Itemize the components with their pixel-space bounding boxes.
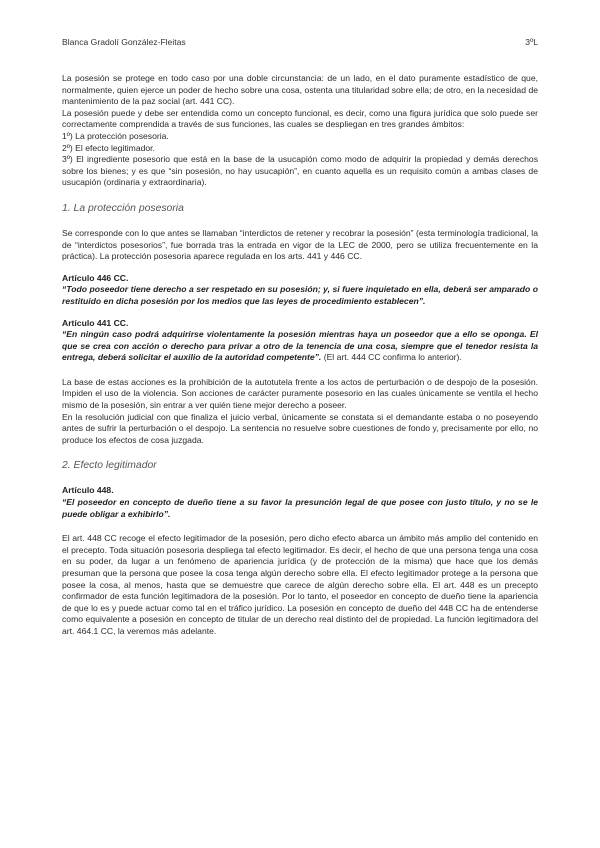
section-2-paragraph-1: El art. 448 CC recoge el efecto legitimador de la posesión, pero dicho efecto abarca un ámbito más amplio del contenido en el precepto. Toda situación posesoria despliega tal efecto legitimador. Es decir, el hecho de que una persona tenga una cosa en su poder, da lugar a un fenómeno de apariencia jurídica (y de protección de la misma) que hace que los demás presuman que la persona que posee la cosa tenga algún derecho sobre ella. El efecto legitimador protege a la persona que posee la cosa, al menos, hasta que se demuestre que carece de algún derecho sobre ella. El art. 448 es un precepto confirmador de esta función legitimadora de la posesión. Por lo tanto, el poseedor en concepto de dueño tiene la apariencia de que lo es y puede actuar como tal en el tráfico jurídico. La posesión en concepto de dueño del 448 CC ha de entenderse como equivalente a posesión en concepto de titular de un derecho real distinto del de propiedad. La función legitimadora del art. 464.1 CC, la veremos más adelante.	[62, 533, 538, 636]
article-441-block	[62, 329, 538, 364]
article-441-quote: “En ningún caso podrá adquirirse violentamente la posesión mientras haya un poseedor que a ello se oponga. El que se crea con acción o derecho para privar a otro de la tenencia de una cosa, siempre que el tenedor resista la entrega, deberá solicitar el auxilio de la autoridad competente”.	[62, 329, 538, 363]
list-item-1: 1º) La protección posesoria.	[62, 130, 169, 141]
article-441-note: (El art. 444 CC confirma lo anterior).	[321, 352, 462, 363]
header-course: 3ºL	[525, 37, 538, 47]
intro-paragraph-2: La posesión puede y debe ser entendida como un concepto funcional, es decir, como una figura jurídica que solo puede ser correctamente comprendida a través de sus funciones, las cuales se despliegan en tres grandes ámbitos:	[62, 107, 538, 130]
list-item-3: 3º) El ingrediente posesorio que está en la base de la usucapión como modo de adquirir la propiedad y demás derechos sobre los bienes; y es que “sin posesión, no hay usucapión”, en cuanto aquella es un requisito común a ambas clases de usucapión (ordinaria y extraordinaria).	[62, 154, 538, 188]
article-446-quote: “Todo poseedor tiene derecho a ser respetado en su posesión; y, si fuere inquietado en ella, deberá ser amparado o restituido en dicha posesión por los medios que las leyes de procedimiento establecen”.	[62, 284, 538, 306]
section-1-paragraph-3: En la resolución judicial con que finaliza el juicio verbal, únicamente se constata si el demandante estaba o no poseyendo antes de sufrir la perturbación o el despojo. La sentencia no resuelve sobre cuestiones de fondo y, precisamente por ello, no produce los efectos de cosa juzgada.	[62, 411, 538, 445]
header-author: Blanca Gradolí González-Fleitas	[62, 37, 186, 47]
article-448-title: Artículo 448.	[62, 485, 114, 496]
intro-paragraph-1: La posesión se protege en todo caso por una doble circunstancia: de un lado, en el dato puramente estadístico de que, normalmente, quien ejerce un poder de hecho sobre una cosa, ostenta una titularidad sobre ella; de otro, en la necesidad de mantenimiento de la paz social (art. 441 CC).	[62, 73, 538, 107]
section-1-paragraph-1: Se corresponde con lo que antes se llamaban “interdictos de retener y recobrar la posesión” (esta terminología tradicional, la de “interdictos posesorios”, fue borrada tras la entrada en vigor de la LEC de 2000, pero se utiliza frecuentemente en la práctica). La protección posesoria aparece regulada en los arts. 441 y 446 CC.	[62, 227, 538, 262]
section-1-heading: 1. La protección posesoria	[62, 202, 184, 214]
document-body	[62, 73, 538, 638]
section-2-heading: 2. Efecto legitimador	[62, 460, 157, 472]
page-header	[62, 37, 538, 47]
section-1-paragraph-2: La base de estas acciones es la prohibición de la autotutela frente a los actos de perturbación o de despojo de la posesión. Impiden el uso de la violencia. Son acciones de carácter puramente posesorio en las cuales únicamente se ventila el hecho mismo de la posesión, sin entrar a ver quién tiene mejor derecho a poseer.	[62, 376, 538, 411]
list-item-2: 2º) El efecto legitimador.	[62, 142, 155, 153]
article-446-title: Artículo 446 CC.	[62, 272, 129, 283]
article-441-title: Artículo 441 CC.	[62, 317, 129, 328]
article-448-quote: “El poseedor en concepto de dueño tiene a su favor la presunción legal de que posee con justo título, y no se le puede obligar a exhibirlo”.	[62, 497, 538, 519]
